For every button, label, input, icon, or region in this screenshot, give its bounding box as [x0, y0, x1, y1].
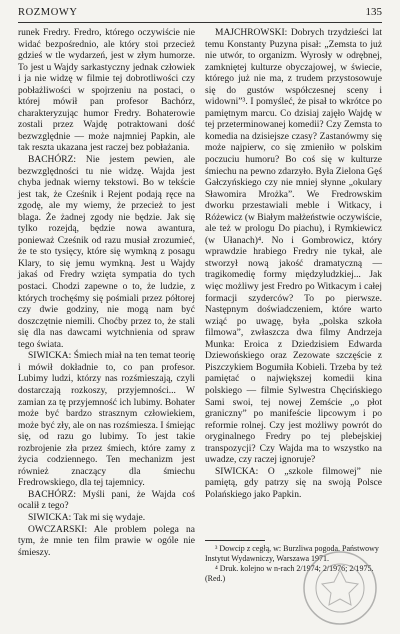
running-head: ROZMOWY — [18, 7, 78, 18]
left-column — [18, 28, 195, 559]
paragraph: SIWICKA: Śmiech miał na ten temat teorię i mówił dokładnie to, co pan profesor. Lubimy ludzi, którzy nas rozśmieszają, czyli dostarczają rozkoszy, przyjemności... W zamian za tę przyjemność ich lubimy. Bohater może być bardzo strasznym człowiekiem, może być zły, ale on nas rozśmiesza. I śmiejąc się, od razu go lubimy. To jest takie rozbrojenie zła przez śmiech, które zamy z życia codziennego. Ten mechanizm jest również znaczący dla śmiechu Fredrowskiego, dla tej tajemnicy. — [18, 351, 195, 489]
page-header — [18, 6, 382, 22]
footnote: ⁴ Druk. kolejno w n-rach 2/1974; 2/1976; 2/1975. (Red.) — [205, 564, 374, 583]
footnote-rule — [205, 540, 265, 541]
page-number: 135 — [365, 6, 382, 18]
footnote: ³ Dowcip z cegłą, w: Burzliwa pogoda. Państwowy Instytut Wydawniczy, Warszawa 1971. — [205, 544, 379, 563]
library-stamp — [300, 548, 380, 628]
header-rule — [18, 22, 382, 23]
paragraph: SIWICKA: Tak mi się wydaje. — [28, 512, 146, 523]
paragraph: SIWICKA: O „szkole filmowej” nie pamiętą, gdy patrzy się na swoją Polsce Polańskiego jako Papkin. — [205, 466, 382, 500]
right-column — [205, 28, 382, 501]
paragraph: MAJCHROWSKI: Dobrych trzydzieści lat temu Konstanty Puzyna pisał: „Zemsta to już nie utwór, to organizm. Wyrosły w odrębnej, zamkniętej kulturze obyczajowej, w świecie, którego już nie ma, z trudem przystosowuje się do gustów współczesnej sceny i widowni”³. I pomyśleć, że pisał to wkrótce po pamiętnym marcu. Co dzisiaj zajęło Wajdę w tej przeterminowanej komedii? Czy Zemsta to komedia na dzisiejsze czasy? Zastanówmy się może najpierw, co się zmieniło w polskim poczuciu humoru? Bo coś się w kulturze śmiechu na pewno zdarzyło. Była Zielona Gęś Gałczyńskiego czy nie mniej słynne „okulary Sławomira Mrożka”. We Fredrowskim dworku przestawiali meble i Witkacy, i Różewicz (w Białym małżeństwie oczywiście, ale też w prologu Do piachu), i Rymkiewicz (w Ułanach)⁴. No i Gombrowicz, który wprawdzie hrabiego Fredry nie tykał, ale stworzył nową jakość dramatyczną — tragikomedię formy międzyludzkiej... Jak więc możliwy jest Fredro po Witkacym i całej formacji szyderców? To po pierwsze. Następnym doświadczeniem, które warto wziąć po uwagę, była „polska szkoła filmowa”, zwłaszcza dwa filmy Andrzeja Munka: Eroica z Dziedzisiem Edwarda Dziewońskiego oraz Zezowate szczęście z Piszczykiem Bogumiła Kobieli. Trzeba by też pamiętać o największej komedii kina polskiego — filmie Sylwestra Chęcińskiego Sami swoi, tej nowej Zemście „o płot graniczny” po manifeście lipcowym i po reformie rolnej. Czy jest możliwy powrót do oryginalnego Fredry po tej plebejskiej transpozycji? Czy Wajda ma to wszystko na uwadze, czy raczej ignoruje? — [205, 28, 383, 466]
paragraph: OWCZARSKI: Ale problem polega na tym, że mnie ten film prawie w ogóle nie śmieszy. — [18, 524, 195, 558]
paragraph: BACHÓRZ: Myśli pani, że Wajda coś ocalił z tego? — [18, 489, 195, 512]
paragraph: BACHÓRZ: Nie jestem pewien, ale bezwzględności tu nie widzę. Wajda jest chyba jednak wierny tekstowi. Bo w tekście jest tak, że Cześnik i Rejent podają ręce na zgodę, ale my wiemy, że przecież to jest blaga. Że żadnej zgody nie będzie. Jak się tylko rozejdą, będzie nowa awantura, ponieważ Cześnik od razu musiał zrozumieć, że te sto tysięcy, które się wymkną z posagu Klary, to się jemu wymkną. Jest u Wajdy jakaś od Fredry wzięta sympatia do tych postaci. Chodzi zapewne o to, że ludzie, z których trochęśmy się pośmiali przez półtorej czy dwie godziny, nie mogą nam być doszczętnie niemili. Choćby przez to, że stali się dla nas dawcami wytchnienia od spraw tego świata. — [18, 155, 195, 350]
paragraph: runek Fredry. Fredro, którego oczywiście nie widać bezpośrednio, ale który stoi przecież gdzieś w tle wydarzeń, jest w złym humorze. To jest u Wajdy sarkastyczny jednak człowiek i ja nie widzę w filmie tej dobrotliwości czy pobłażliwości w spojrzeniu na postaci, o której mówił pan profesor Bachórz, charakteryzując humor Fredry. Bohaterowie zostali przez Wajdę potraktowani dość bezwzględnie — może najmniej Papkin, ale tak reszta ukazana jest raczej bez pobłażania. — [18, 28, 195, 154]
